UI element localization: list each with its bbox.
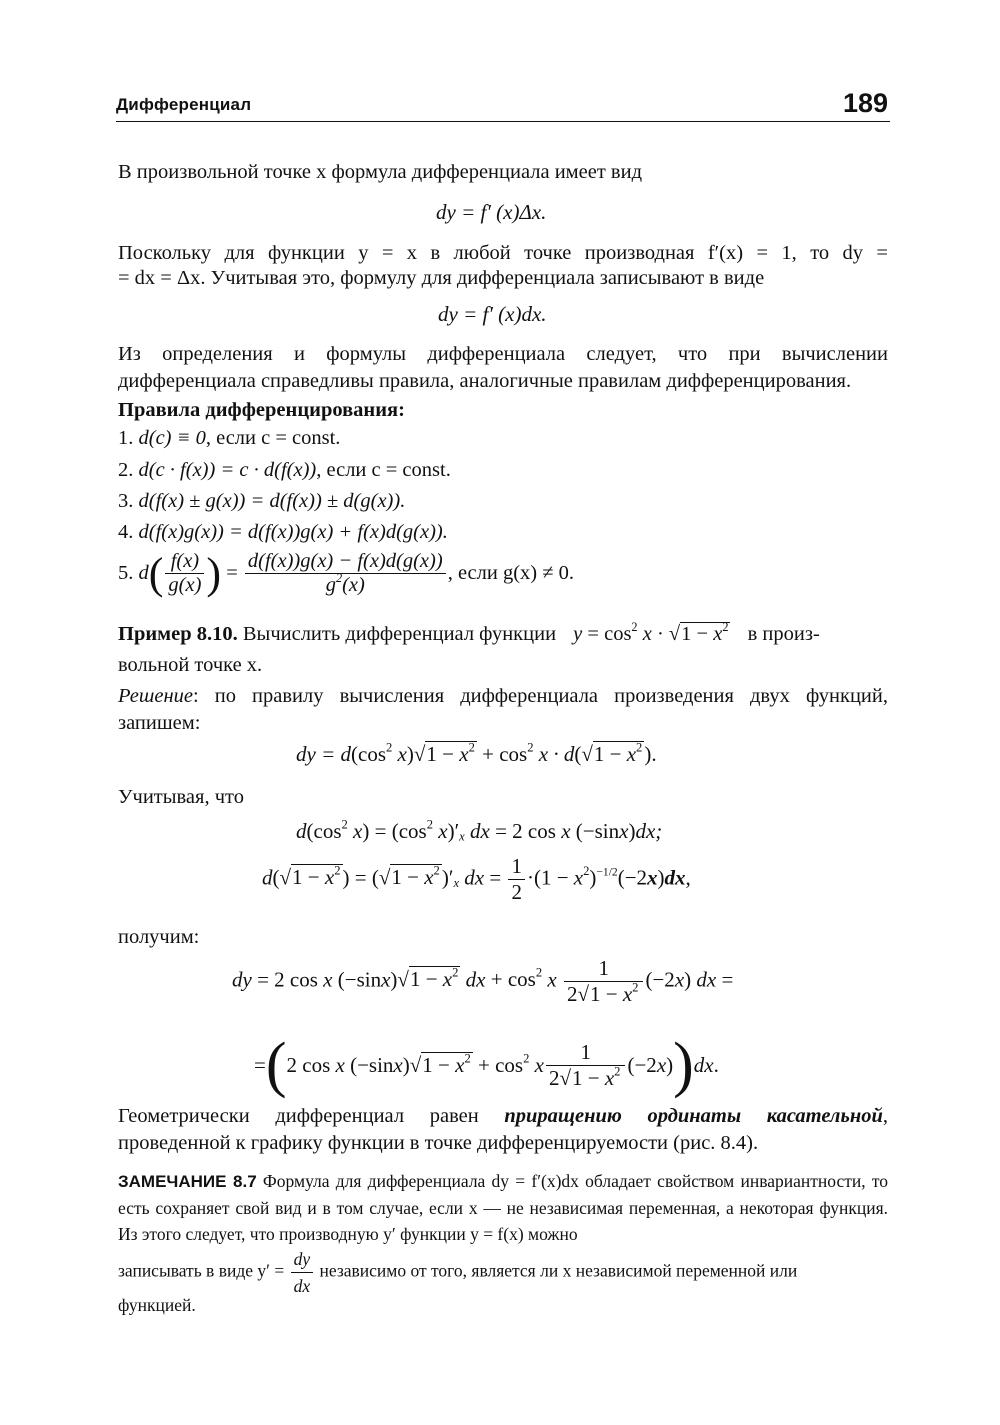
header-rule [116, 121, 890, 122]
rule-condition: , если g(x) ≠ 0. [447, 562, 575, 584]
paragraph-taking-into-account: Учитывая, что [118, 786, 244, 808]
rule-formula: d(f(x)g(x)) = d(f(x))g(x) + f(x)d(g(x)). [138, 521, 448, 543]
rule-condition: , если c = const. [205, 427, 341, 449]
rules-heading: Правила дифференцирования: [118, 399, 405, 421]
rule-number: 5. [118, 562, 134, 584]
equation-result-line1: dy = 2 cos x $(-\sin x)√1 - x^2$ dx + $\cos^2 x$ $\frac{1}{2√1 - x^2}$ (−2x) dx = [232, 956, 734, 1006]
rule-number: 3. [118, 490, 134, 512]
equation-dy-delta: dy = f′ (x)Δx. [436, 200, 547, 224]
example-line1: Пример 8.10. Вычислить дифференциал функции $y = \cos^2 x \cdot √1 - x^2$ в произ- [118, 619, 820, 645]
remark-line2: записывать в виде y′ = $\frac{dy}{dx}$ независимо от того, является ли x независимой переменной или [118, 1246, 888, 1299]
example-text-end: в произ- [747, 623, 820, 645]
paragraph-dx-line2: = dx = Δx. Учитывая это, формулу для дифференциала записывают в виде [118, 267, 765, 289]
remark-text: Формула для дифференциала dy = f′(x)dx обладает свойством инвариантности, то есть сохраняет свой вид и в том случае, если x — не независимая переменная, а некоторая функция. Из этого следует, что производную y′ функции y = f(x) можно [118, 1171, 889, 1244]
rule-condition: , если c = const. [316, 459, 451, 481]
rule-3 [118, 490, 405, 513]
remark-line3: функцией. [118, 1295, 196, 1315]
rule-formula: d(c · f(x)) = c · d(f(x)) [138, 459, 317, 481]
rule-formula: d(c) ≡ 0 [138, 427, 206, 449]
solution-paragraph [118, 683, 888, 737]
remark-title: ЗАМЕЧАНИЕ 8.7 [118, 1172, 257, 1191]
solution-text: : по правилу вычисления дифференциала произведения двух функций, запишем: [118, 685, 888, 734]
example-text: Вычислить дифференциал функции [237, 623, 557, 645]
rule-5: 5. d( $\frac{f(x)}{g(x)}$ ) = $\frac{d(f(x))g(x) - f(x)d(g(x))}{g^2(x)}$ , если g(x) ≠ 0. [118, 549, 575, 598]
remark-block [118, 1168, 888, 1247]
rule-number: 1. [118, 427, 134, 449]
solution-label: Решение [118, 685, 193, 707]
paragraph-geometric-meaning: Геометрически дифференциал равен приращению ординаты касательной, проведенной к графику функции в точке дифференцируемости (рис. 8.4). [118, 1105, 888, 1154]
fraction-quotient-rule: $\frac{d(f(x))g(x) - f(x)d(g(x))}{g^2(x)}$ [245, 550, 446, 597]
equation-d-sqrt: $d(√1 - x^2) = (√1 - x^2)'_x$ dx = $\frac{1}{2}$ $\cdot(1 - x^2)^{-1/2}(-2x)dx$, [262, 854, 691, 904]
rule-1 [118, 427, 340, 450]
example-line2: вольной точке x. [118, 654, 263, 676]
paragraph-dx-line1: Поскольку для функции y = x в любой точке производная f′(x) = 1, то dy = [118, 242, 888, 264]
paragraph-rules-intro: Из определения и формулы дифференциала следует, что при вычислении дифференциала справедливы правила, аналогичные правилам дифференцирования. [118, 343, 888, 392]
equation-d-cos2: $d(\cos^2$ $x) = (\cos^2$ $x)'_x$ dx = 2 cos x (−sinx)dx; [296, 817, 663, 844]
equation-result-line2: =(2 cos x $(-\sin x)√1 - x^2 + \cos^2 x$ $\frac{1}{2√1 - x^2}$ (−2x))dx. [254, 1031, 719, 1099]
emphasis-ordinate-increment: приращению ординаты касательной [504, 1105, 883, 1127]
page-number: 189 [842, 88, 888, 118]
equation-product-rule: dy = $d(\cos^2$ $x)√1 - x^2 + \cos^2 x \cdot d(√1 - x^2)$. [296, 740, 657, 766]
equation-dy-dx: dy = f′ (x)dx. [438, 302, 547, 326]
example-label: Пример 8.10. [118, 623, 238, 645]
paragraph-we-get: получим: [118, 926, 200, 948]
paragraph-intro: В произвольной точке x формула дифференциала имеет вид [118, 161, 643, 183]
running-header-title: Дифференциал [116, 95, 252, 114]
rule-formula: d(f(x) ± g(x)) = d(f(x)) ± d(g(x)). [138, 490, 406, 512]
fraction-dy-dx: $\frac{dy}{dx}$ [291, 1246, 314, 1299]
rule-number: 4. [118, 521, 134, 543]
rule-2 [118, 459, 451, 482]
rule-4 [118, 521, 448, 544]
fraction-f-over-g: $\frac{f(x)}{g(x)}$ [165, 550, 204, 597]
rule-number: 2. [118, 459, 134, 481]
